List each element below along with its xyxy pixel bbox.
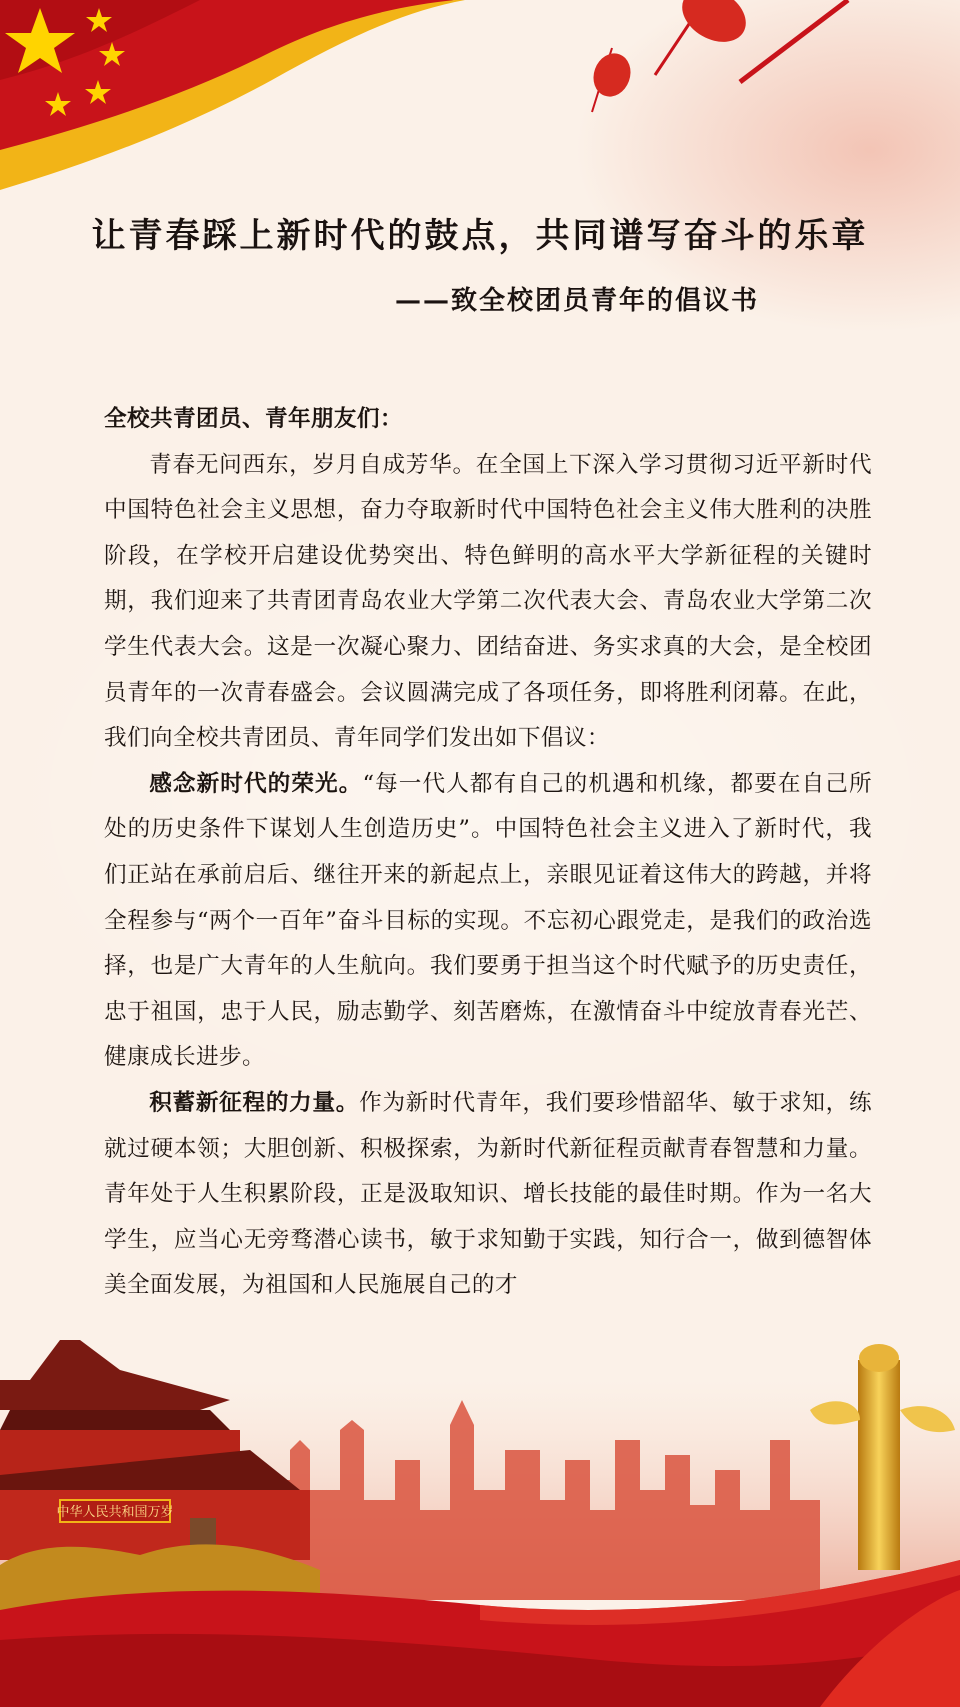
paragraph-intro-text: 青春无问西东，岁月自成芳华。在全国上下深入学习贯彻习近平新时代中国特色社会主义思想，奋力夺取新时代中国特色社会主义伟大胜利的决胜阶段，在学校开启建设优势突出、特色鲜明的高水平大学新征程的关键时期，我们迎来了共青团青岛农业大学第二次代表大会、青岛农业大学第二次学生代表大会。这是一次凝心聚力、团结奋进、务实求真的大会，是全校团员青年的一次青春盛会。会议圆满完成了各项任务，即将胜利闭幕。在此，我们向全校共青团员、青年同学们发出如下倡议： bbox=[104, 451, 872, 752]
paragraph-glory-text: “每一代人都有自己的机遇和机缘，都要在自己所处的历史条件下谋划人生创造历史”。中国特色社会主义进入了新时代，我们正站在承前启后、继往开来的新起点上，亲眼见证着这伟大的跨越，并将全程参与“两个一百年”奋斗目标的实现。不忘初心跟党走，是我们的政治选择，也是广大青年的人生航向。我们要勇于担当这个时代赋予的历史责任，忠于祖国，忠于人民，励志勤学、刻苦磨炼，在激情奋斗中绽放青春光芒、健康成长进步。 bbox=[104, 770, 872, 1071]
lantern-icon bbox=[588, 0, 848, 112]
bottom-decoration bbox=[0, 1340, 960, 1707]
paragraph-glory-lead: 感念新时代的荣光。 bbox=[149, 770, 363, 797]
paragraph-glory bbox=[104, 762, 872, 1081]
paragraph-intro bbox=[104, 443, 872, 762]
paragraph-strength bbox=[104, 1081, 872, 1309]
paragraph-strength-lead: 积蓄新征程的力量。 bbox=[149, 1089, 360, 1116]
salutation: 全校共青团员、青年朋友们： bbox=[104, 406, 403, 432]
paragraph-strength-text: 作为新时代青年，我们要珍惜韶华、敏于求知，练就过硬本领；大胆创新、积极探索，为新时代新征程贡献青春智慧和力量。青年处于人生积累阶段，正是汲取知识、增长技能的最佳时期。作为一名大学生，应当心无旁骛潜心读书，敏于求知勤于实践，知行合一，做到德智体美全面发展，为祖国和人民施展自己的才 bbox=[104, 1089, 872, 1299]
page-subtitle: ——致全校团员青年的倡议书 bbox=[395, 286, 760, 316]
page-title: 让青春踩上新时代的鼓点，共同谱写奋斗的乐章 bbox=[91, 216, 869, 256]
letter-body bbox=[104, 397, 872, 1309]
top-decoration bbox=[0, 0, 960, 200]
gate-banner: 中华人民共和国万岁 bbox=[56, 1505, 174, 1520]
